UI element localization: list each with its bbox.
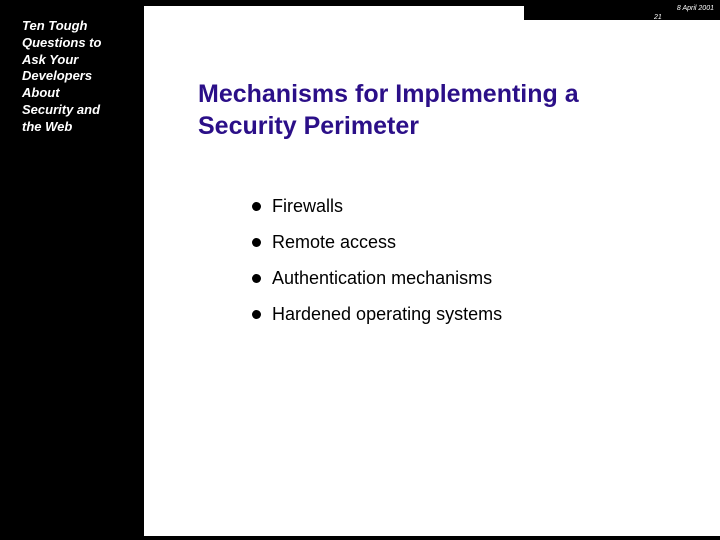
bullet-text: Hardened operating systems	[272, 304, 503, 324]
bullet-dot-icon	[252, 310, 261, 319]
slide-title: Mechanisms for Implementing a Security Perimeter	[198, 80, 579, 140]
sidebar-title: Ten Tough Questions to Ask Your Developers About Security and the Web	[22, 18, 102, 134]
bullet-dot-icon	[252, 238, 261, 247]
bullet-text: Firewalls	[272, 196, 344, 216]
bullet-dot-icon	[252, 202, 261, 211]
page-number: 21	[654, 14, 662, 19]
slide-date: 8 April 2001	[676, 5, 714, 12]
header-bar	[524, 0, 720, 20]
bullet-text: Remote access	[272, 232, 397, 252]
bullet-dot-icon	[252, 274, 261, 283]
bullet-text: Authentication mechanisms	[272, 268, 493, 288]
